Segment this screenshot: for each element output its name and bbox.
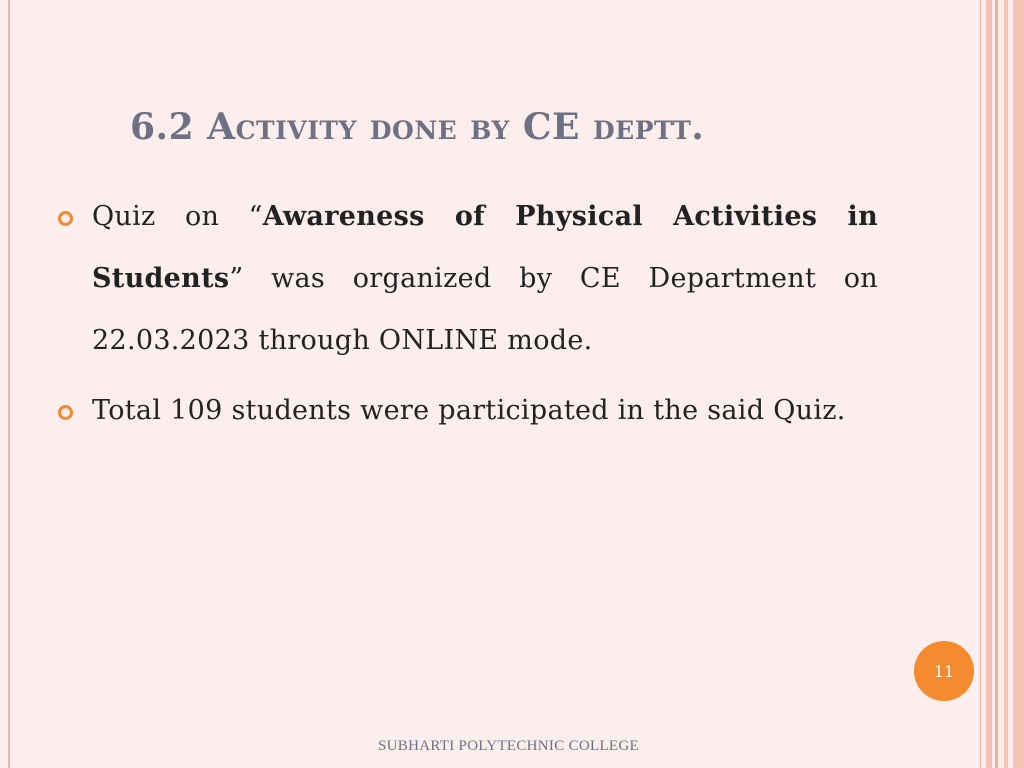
slide-title: 6.2 Activity done by CE deptt.	[130, 106, 705, 148]
bullet-item-quiz	[56, 186, 878, 372]
page-number: 11	[933, 661, 955, 681]
right-decorative-stripe	[1013, 0, 1024, 768]
right-decorative-stripe	[986, 0, 992, 768]
hollow-circle-bullet-icon	[58, 211, 73, 226]
quiz-topic: Awareness of Physical Activities in Students	[92, 201, 878, 294]
bullet-text-suffix: ” was organized by CE Department on 22.03.2023 through ONLINE mode.	[92, 263, 878, 356]
bullet-text: Total 109 students were participated in the said Quiz.	[92, 395, 846, 426]
bullet-item-participants	[56, 380, 878, 442]
footer-text: SUBHARTI POLYTECHNIC COLLEGE	[378, 738, 639, 754]
page-number-badge	[914, 641, 974, 701]
hollow-circle-bullet-icon	[58, 405, 73, 420]
bullet-text-prefix: Quiz on “	[92, 201, 263, 232]
right-decorative-stripe	[995, 0, 998, 768]
bullet-list	[56, 186, 878, 450]
left-border-line	[8, 0, 10, 768]
right-decorative-stripe	[980, 0, 981, 768]
right-decorative-stripe	[1004, 0, 1008, 768]
